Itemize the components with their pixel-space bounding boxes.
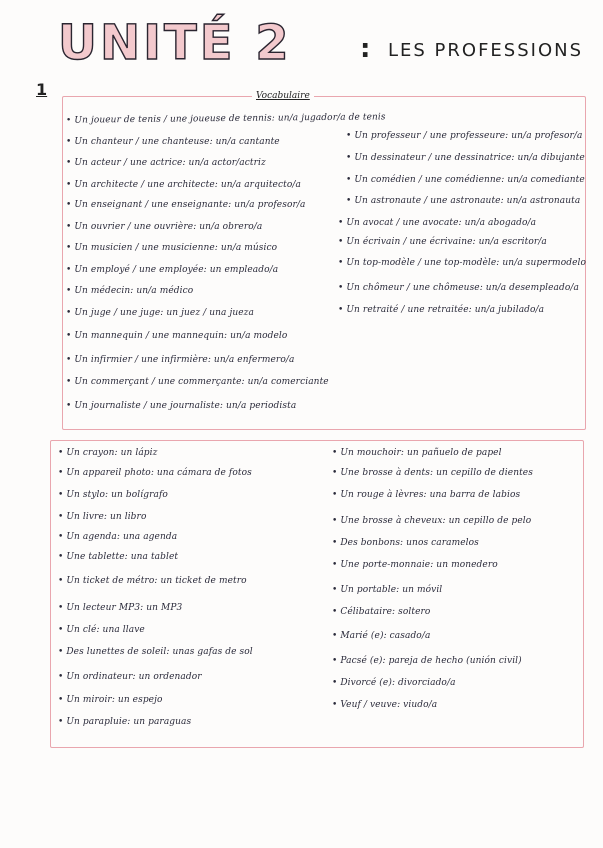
vocab-entry: • Veuf / veuve: viudo/a	[332, 700, 438, 710]
vocab-entry: • Un mouchoir: un pañuelo de papel	[332, 448, 502, 458]
vocab-entry: • Un commerçant / une commerçante: un/a comerciante	[66, 377, 329, 387]
vocab-entry: • Un juge / une juge: un juez / una jueza	[66, 308, 254, 318]
exercise-number: 1	[36, 80, 48, 99]
vocab-entry: • Un ouvrier / une ouvrière: un/a obrero/a	[66, 222, 263, 232]
vocab-entry: • Célibataire: soltero	[332, 607, 431, 617]
vocab-entry: • Un livre: un libro	[58, 512, 147, 522]
vocab-entry: • Des lunettes de soleil: unas gafas de sol	[58, 647, 253, 657]
vocab-entry: • Un avocat / une avocate: un/a abogado/a	[338, 218, 537, 228]
vocab-entry: • Un portable: un móvil	[332, 585, 443, 595]
vocab-entry: • Un top-modèle / une top-modèle: un/a supermodelo	[338, 258, 586, 268]
vocab-entry: • Marié (e): casado/a	[332, 631, 431, 641]
vocab-entry: • Une brosse à cheveux: un cepillo de pelo	[332, 516, 532, 526]
vocab-entry: • Un joueur de tenis / une joueuse de tennis: un/a jugador/a de tenis	[65, 112, 386, 126]
vocab-entry: • Un chanteur / une chanteuse: un/a cantante	[66, 137, 280, 147]
unit-title: UNITÉ 2	[58, 15, 292, 71]
unit-subtitle: LES PROFESSIONS	[388, 40, 584, 61]
vocab-entry: • Un rouge à lèvres: una barra de labios	[332, 490, 521, 500]
vocab-entry: • Un architecte / une architecte: un/a arquitecto/a	[66, 180, 301, 190]
vocab-entry: • Un agenda: una agenda	[58, 532, 178, 542]
vocab-entry: • Une tablette: una tablet	[58, 552, 179, 562]
vocab-entry: • Un stylo: un bolígrafo	[58, 490, 168, 500]
vocab-entry: • Un lecteur MP3: un MP3	[58, 603, 183, 613]
vocab-entry: • Un musicien / une musicienne: un/a músico	[66, 243, 278, 253]
vocab-entry: • Un employé / une employée: un empleado/a	[66, 265, 279, 275]
vocab-entry: • Un clé: una llave	[58, 625, 145, 635]
vocab-entry: • Un comédien / une comédienne: un/a comediante	[346, 175, 585, 185]
vocab-entry: • Un écrivain / une écrivaine: un/a escritor/a	[338, 237, 547, 247]
vocabulary-label: Vocabulaire	[252, 91, 314, 101]
vocab-entry: • Un mannequin / une mannequin: un/a modelo	[66, 331, 288, 341]
vocab-entry: • Un enseignant / une enseignante: un/a profesor/a	[66, 200, 306, 210]
vocab-entry: • Un acteur / une actrice: un/a actor/actriz	[66, 158, 266, 168]
vocab-entry: • Pacsé (e): pareja de hecho (unión civil)	[332, 656, 522, 666]
vocab-entry: • Une brosse à dents: un cepillo de dientes	[332, 468, 533, 478]
vocab-entry: • Un appareil photo: una cámara de fotos	[58, 468, 252, 478]
vocab-entry: • Un miroir: un espejo	[58, 695, 163, 705]
vocab-entry: • Un journaliste / une journaliste: un/a periodista	[66, 401, 297, 411]
vocab-entry: • Des bonbons: unos caramelos	[332, 538, 479, 548]
vocab-entry: • Un médecin: un/a médico	[66, 286, 194, 296]
vocab-entry: • Un infirmier / une infirmière: un/a enfermero/a	[66, 355, 295, 365]
vocab-entry: • Un ordinateur: un ordenador	[58, 672, 202, 682]
vocab-entry: • Une porte-monnaie: un monedero	[332, 560, 498, 570]
title-colon: :	[360, 34, 371, 64]
vocab-entry: • Divorcé (e): divorciado/a	[332, 678, 456, 688]
vocab-entry: • Un parapluie: un paraguas	[58, 717, 192, 727]
vocab-entry: • Un chômeur / une chômeuse: un/a desempleado/a	[338, 283, 579, 293]
vocab-entry: • Un dessinateur / une dessinatrice: un/a dibujante	[346, 153, 585, 163]
vocab-entry: • Un astronaute / une astronaute: un/a astronauta	[346, 196, 581, 206]
vocab-entry: • Un crayon: un lápiz	[58, 448, 158, 458]
vocab-entry: • Un professeur / une professeure: un/a profesor/a	[346, 131, 583, 141]
vocab-entry: • Un retraité / une retraitée: un/a jubilado/a	[338, 305, 545, 315]
vocab-entry: • Un ticket de métro: un ticket de metro	[58, 576, 247, 586]
